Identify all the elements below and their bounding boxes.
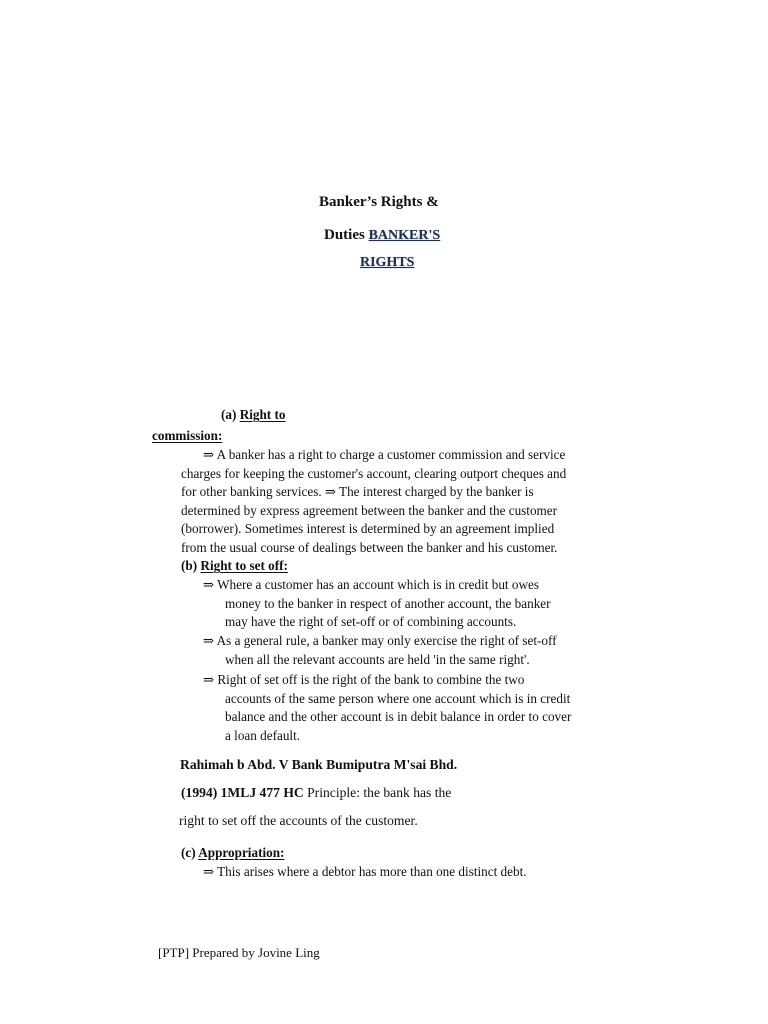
section-a-label: (a) (221, 407, 237, 422)
section-c-label: (c) (181, 845, 196, 860)
section-a-line: charges for keeping the customer's account, clearing outport cheques and (181, 465, 567, 481)
section-b-point-3-line: a loan default. (225, 727, 301, 743)
page-footer: [PTP] Prepared by Jovine Ling (158, 945, 320, 960)
section-heading-rights: RIGHTS (360, 255, 415, 270)
section-b-point-1-line: money to the banker in respect of another account, the banker (225, 595, 551, 611)
case-name: Rahimah b Abd. V Bank Bumiputra M'sai Bhd. (180, 757, 458, 772)
case-citation-line (181, 785, 451, 801)
section-a-line: (borrower). Sometimes interest is determined by an agreement implied (181, 521, 555, 537)
section-a-heading-line-1 (221, 407, 285, 423)
section-b-point-3-line: ⇒ Right of set off is the right of the bank to combine the two (203, 672, 525, 687)
section-b-point-2-line: ⇒ As a general rule, a banker may only exercise the right of set-off (203, 633, 557, 648)
section-b-heading-line (181, 558, 288, 574)
section-heading-bankers: BANKER'S (368, 228, 441, 243)
document-title-line-2 (324, 226, 440, 245)
section-b-heading: Right to set off: (200, 558, 288, 573)
section-b-point-3-line: accounts of the same person where one account which is in credit (225, 690, 571, 706)
section-b-point-3-line: balance and the other account is in debit balance in order to cover (225, 709, 572, 725)
section-b-point-1 (203, 576, 551, 632)
section-b-label: (b) (181, 558, 198, 573)
section-b-point-2-line: when all the relevant accounts are held 'in the same right'. (225, 651, 530, 667)
title-duties-word: Duties (324, 227, 365, 243)
section-a-line: determined by express agreement between the banker and the customer (181, 502, 558, 518)
section-a-line: from the usual course of dealings between the banker and his customer. (181, 539, 558, 555)
section-a-heading: Right to (239, 407, 286, 422)
section-a-line: ⇒ A banker has a right to charge a customer commission and service (203, 447, 566, 462)
section-b-point-1-line: may have the right of set-off or of combining accounts. (225, 614, 517, 630)
section-b-point-2 (203, 632, 557, 669)
section-b-point-1-line: ⇒ Where a customer has an account which is in credit but owes (203, 577, 539, 592)
section-c-heading: Appropriation: (198, 845, 285, 860)
section-a-paragraph (181, 446, 566, 558)
case-principle-continued: right to set off the accounts of the customer. (179, 813, 418, 828)
section-a-line: for other banking services. ⇒ The interest charged by the banker is (181, 484, 534, 500)
case-citation: (1994) 1MLJ 477 HC (181, 785, 304, 800)
section-c-heading-line (181, 845, 284, 861)
section-c-line: ⇒ This arises where a debtor has more than one distinct debt. (203, 864, 527, 879)
section-b-point-3 (203, 671, 571, 745)
document-title-line-1: Banker’s Rights & (319, 194, 439, 210)
case-principle: Principle: the bank has the (307, 785, 452, 800)
section-a-heading-line-2: commission: (152, 428, 223, 443)
